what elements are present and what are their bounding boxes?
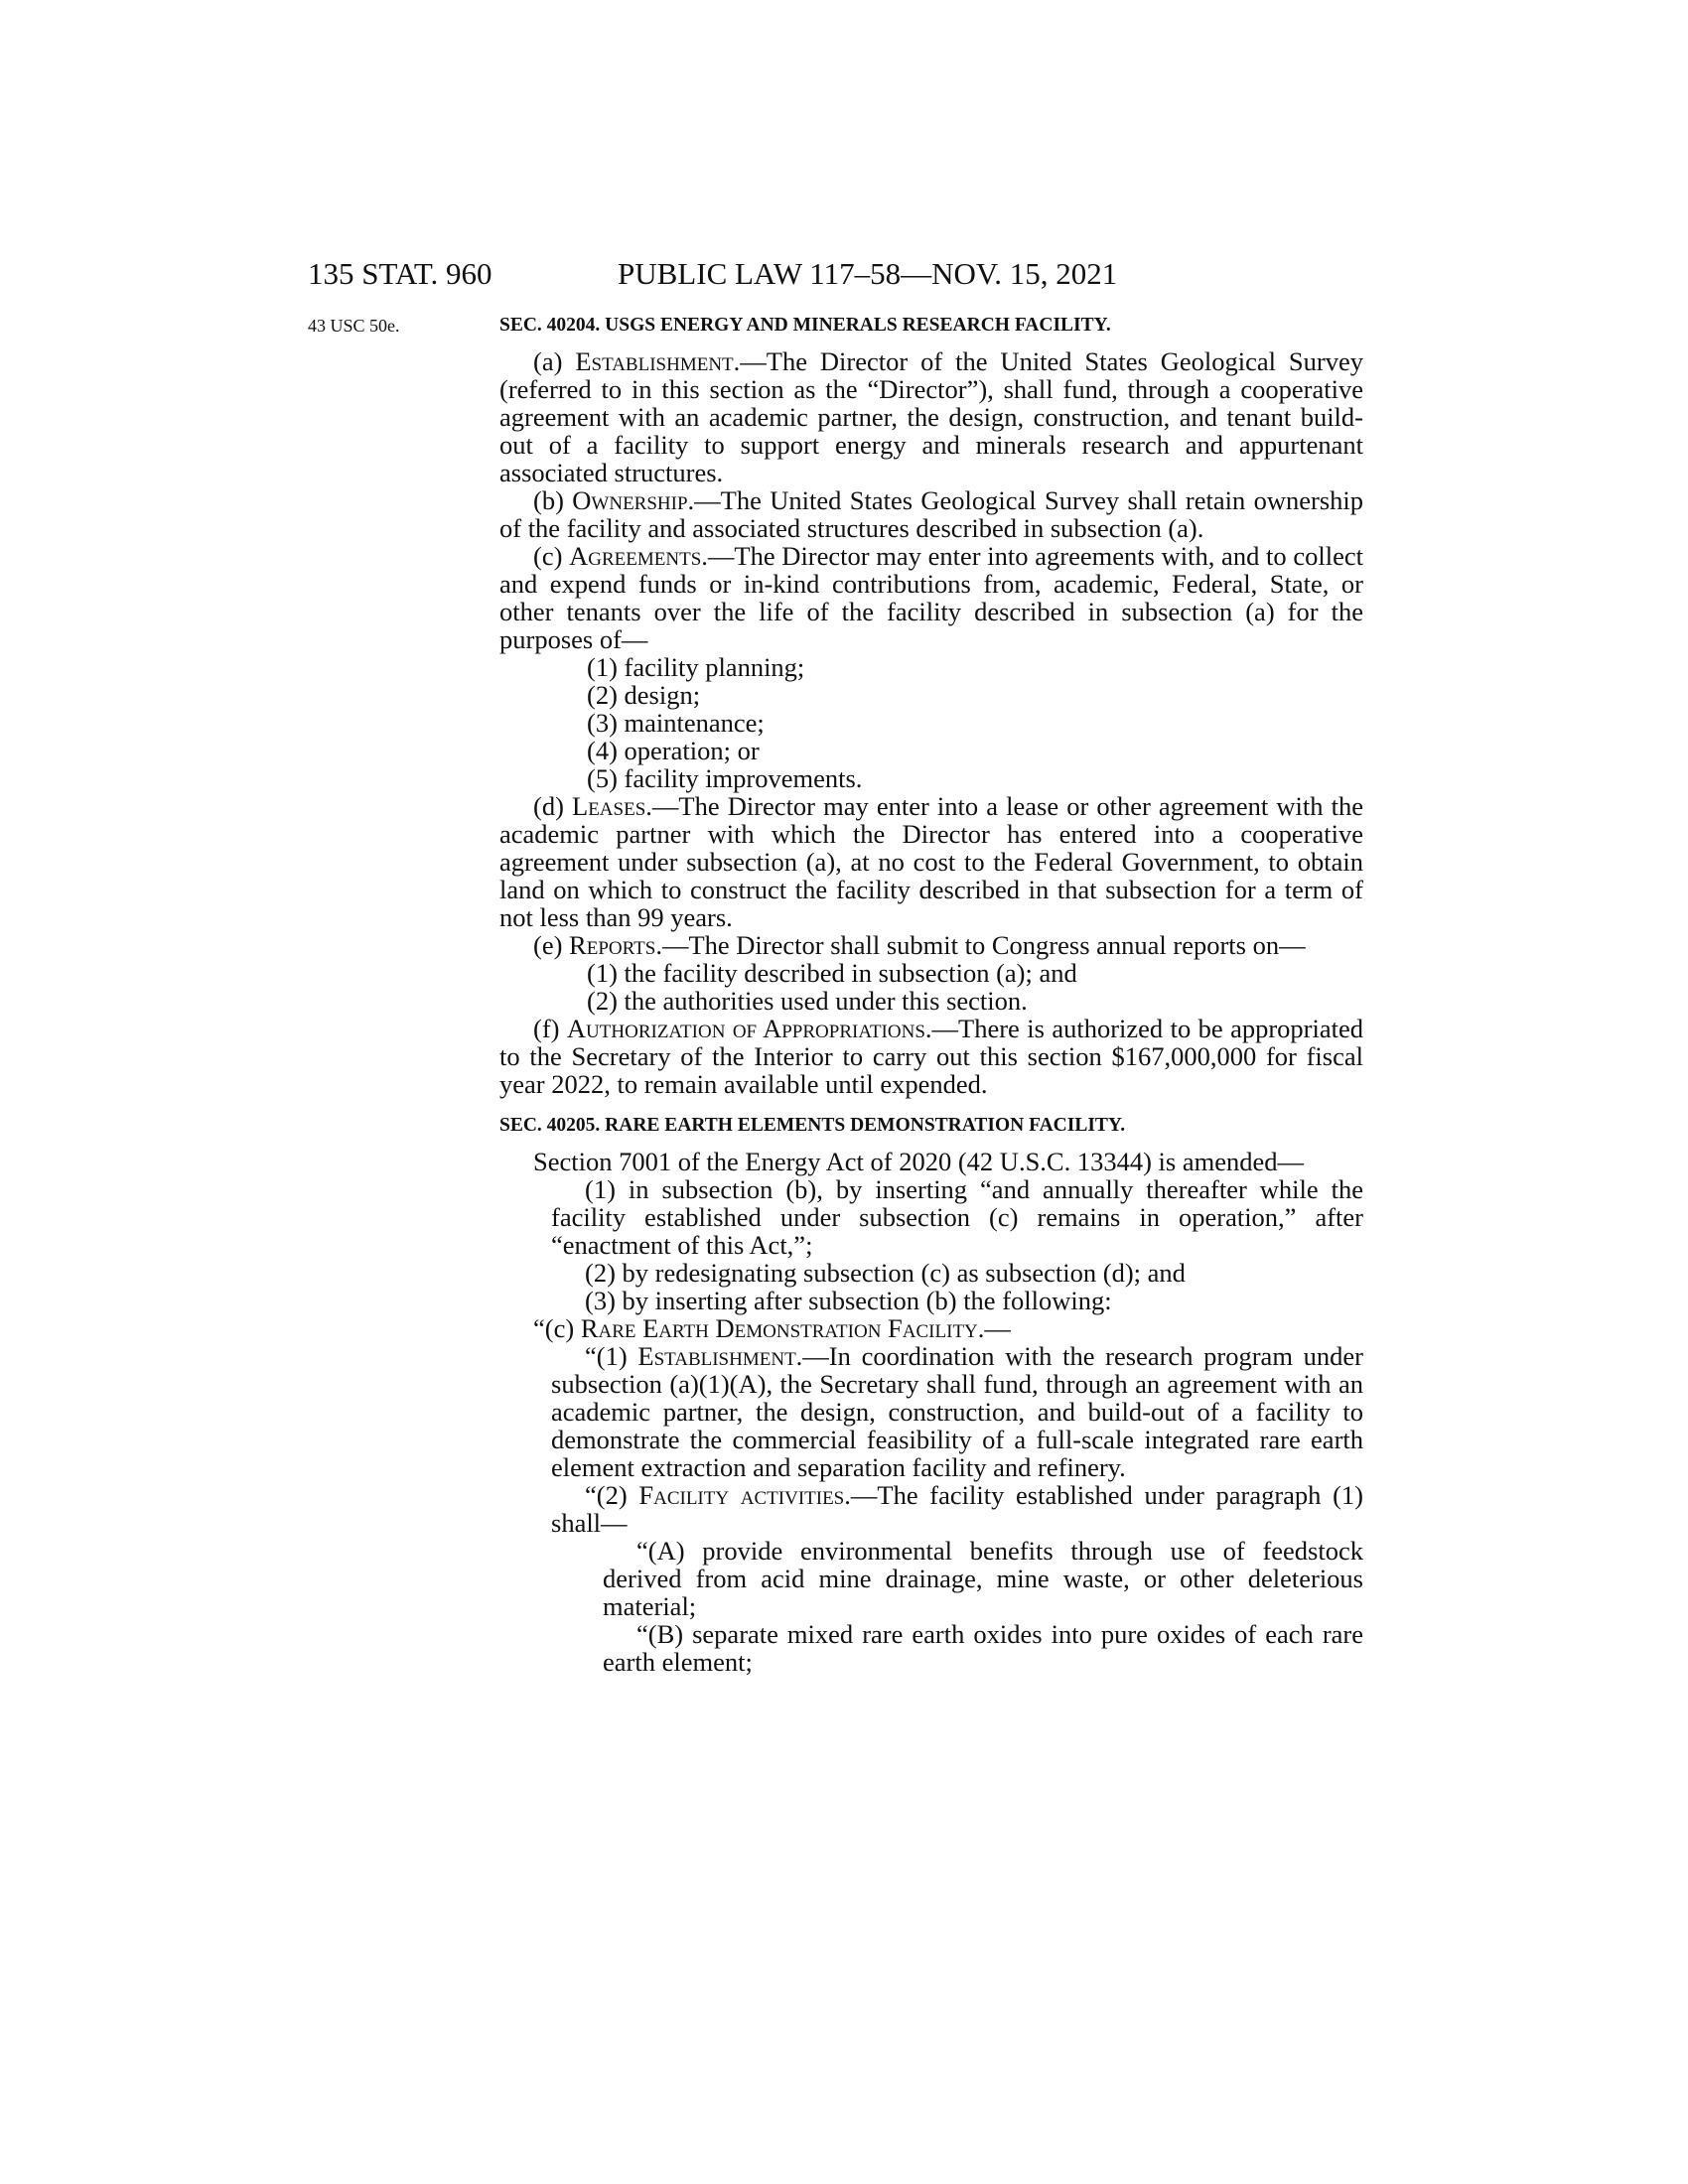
subsection-e-item: (1) the facility described in subsection (a); and <box>587 958 1077 988</box>
running-header-title: PUBLIC LAW 117–58—NOV. 15, 2021 <box>618 256 1118 291</box>
subsection-d: (d) Leases.—The Director may enter into a lease or other agreement with the academic partner with which the Director has entered into a cooperative agreement under subsection (a), at no cost to the Federal Government, to obtain land on which to construct the facility described in that subsection for a term of not less than 99 years. <box>499 791 1363 932</box>
subsection-c: (c) Agreements.—The Director may enter into agreements with, and to collect and expend funds or in-kind contributions from, academic, Federal, State, or other tenants over the life of the facility described in subsection (a) for the purposes of— <box>499 541 1363 654</box>
section-40205-intro: Section 7001 of the Energy Act of 2020 (42 U.S.C. 13344) is amended— <box>533 1147 1305 1176</box>
amendment-3: (3) by inserting after subsection (b) the following: <box>585 1286 1112 1315</box>
inserted-subsection-c-heading: “(c) Rare Earth Demonstration Facility.— <box>533 1313 1011 1343</box>
paragraph-2-facility-activities: “(2) Facility activities.—The facility established under paragraph (1) shall— <box>551 1480 1364 1538</box>
subsection-c-item: (1) facility planning; <box>587 652 805 682</box>
subsection-c-item: (5) facility improvements. <box>587 763 863 793</box>
subsection-b: (b) Ownership.—The United States Geological Survey shall retain ownership of the facility and associated structures described in subsection (a). <box>499 485 1364 543</box>
subsection-c-item: (2) design; <box>587 680 701 710</box>
page-body <box>499 312 1363 1676</box>
section-40204-heading: SEC. 40204. USGS ENERGY AND MINERALS RESEARCH FACILITY. <box>499 315 1111 336</box>
subsection-c-item: (3) maintenance; <box>587 708 765 738</box>
paragraph-1-establishment: “(1) Establishment.—In coordination with the research program under subsection (a)(1)(A), the Secretary shall fund, through an agreement with an academic partner, the design, construction, and build-out of a facility to demonstrate the commercial feasibility of a full-scale integrated rare earth element extraction and separation facility and refinery. <box>551 1341 1363 1482</box>
amendment-1: (1) in subsection (b), by inserting “and annually thereafter while the facility established under subsection (c) remains in operation,” after “enactment of this Act,”; <box>551 1174 1363 1260</box>
subparagraph-A: “(A) provide environmental benefits through use of feedstock derived from acid mine drainage, mine waste, or other deleterious material; <box>603 1536 1363 1621</box>
subsection-e: (e) Reports.—The Director shall submit to Congress annual reports on— <box>533 930 1306 960</box>
subsection-f: (f) Authorization of Appropriations.—There is authorized to be appropriated to the Secretary of the Interior to carry out this section $167,000,000 for fiscal year 2022, to remain available until expended. <box>499 1014 1363 1099</box>
amendment-2: (2) by redesignating subsection (c) as subsection (d); and <box>585 1258 1186 1288</box>
margin-citation: 43 USC 50e. <box>308 316 400 336</box>
page-stat-number: 135 STAT. 960 <box>308 256 492 291</box>
subparagraph-B: “(B) separate mixed rare earth oxides into pure oxides of each rare earth element; <box>603 1619 1363 1677</box>
subsection-c-item: (4) operation; or <box>587 736 760 765</box>
subsection-a: (a) Establishment.—The Director of the United States Geological Survey (referred to in this section as the “Director”), shall fund, through a cooperative agreement with an academic partner, the design, construction, and tenant build-out of a facility to support energy and minerals research and appurtenant associated structures. <box>499 346 1363 487</box>
subsection-e-item: (2) the authorities used under this section. <box>587 986 1028 1016</box>
section-40205-heading: SEC. 40205. RARE EARTH ELEMENTS DEMONSTRATION FACILITY. <box>499 1115 1126 1136</box>
